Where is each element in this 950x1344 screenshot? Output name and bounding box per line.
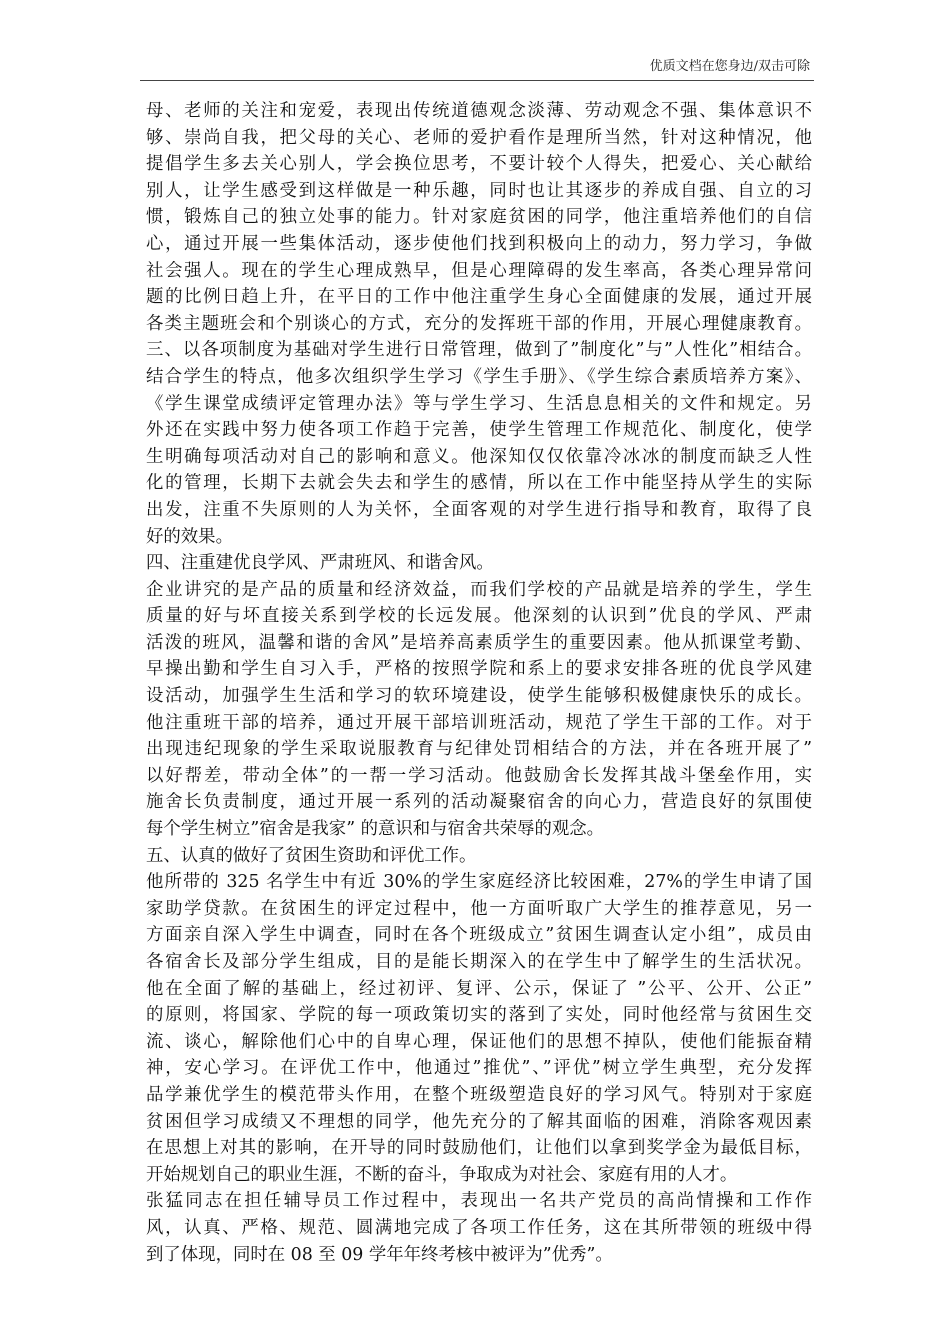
text-line: 外还在实践中努力使各项工作趋于完善，使学生管理工作规范化、制度化，使学: [146, 420, 812, 441]
text-line: 在思想上对其的影响，在开导的同时鼓励他们，让他们以拿到奖学金为最低目标，: [146, 1138, 812, 1159]
text-line: 早操出勤和学生自习入手，严格的按照学院和系上的要求安排各班的优良学风建: [146, 659, 812, 680]
text-line: 家助学贷款。在贫困生的评定过程中，他一方面听取广大学生的推荐意见，另一: [146, 898, 812, 919]
text-line: 社会强人。现在的学生心理成熟早，但是心理障碍的发生率高，各类心理异常问: [146, 260, 812, 281]
section-heading-3: 三、以各项制度为基础对学生进行日常管理，做到了”制度化”与”人性化”相结合。: [146, 340, 812, 361]
text-line: 够、崇尚自我，把父母的关心、老师的爱护看作是理所当然，针对这种情况，他: [146, 127, 812, 148]
text-line: 母、老师的关注和宠爱，表现出传统道德观念淡薄、劳动观念不强、集体意识不: [146, 101, 812, 121]
text-line: 活泼的班风，温馨和谐的舍风”是培养高素质学生的重要因素。他从抓课堂考勤、: [146, 632, 812, 653]
text-line: 题的比例日趋上升，在平日的工作中他注重学生身心全面健康的发展，通过开展: [146, 287, 812, 308]
text-line: 开始规划自己的职业生涯，不断的奋斗，争取成为对社会、家庭有用的人才。: [146, 1164, 738, 1185]
text-line: 流、谈心，解除他们心中的自卑心理，保证他们的思想不掉队，使他们能振奋精: [146, 1031, 812, 1052]
text-line: 施舍长负责制度，通过开展一系列的活动凝聚宿舍的向心力，营造良好的氛围使: [146, 792, 812, 813]
text-line: 贫困但学习成绩又不理想的同学，他先充分的了解其面临的困难，消除客观因素: [146, 1111, 812, 1132]
text-line: 各宿舍长及部分学生组成，目的是能长期深入的在学生中了解学生的生活状况。: [146, 952, 812, 972]
text-line: 别人，让学生感受到这样做是一种乐趣，同时也让其逐步的养成自强、自立的习: [146, 180, 812, 201]
text-line: 好的效果。: [146, 526, 233, 547]
text-line: 惯，锻炼自己的独立处事的能力。针对家庭贫困的同学，他注重培养他们的自信: [146, 207, 812, 228]
text-line: 结合学生的特点，他多次组织学生学习《学生手册》、《学生综合素质培养方案》、: [146, 366, 812, 387]
text-line: 提倡学生多去关心别人，学会换位思考，不要计较个人得失，把爱心、关心献给: [146, 154, 812, 175]
section-heading-5: 五、认真的做好了贫困生资助和评优工作。: [146, 845, 477, 866]
text-line: 风，认真、严格、规范、圆满地完成了各项工作任务，这在其所带领的班级中得: [146, 1217, 812, 1238]
text-line: 企业讲究的是产品的质量和经济效益，而我们学校的产品就是培养的学生，学生: [146, 579, 812, 600]
text-line: 《学生课堂成绩评定管理办法》等与学生学习、生活息息相关的文件和规定。另: [146, 393, 812, 414]
text-line: 各类主题班会和个别谈心的方式，充分的发挥班干部的作用，开展心理健康教育。: [146, 313, 812, 334]
text-line: 他所带的 325 名学生中有近 30%的学生家庭经济比较困难，27%的学生申请了国: [146, 872, 812, 893]
text-line: 到了体现，同时在 08 至 09 学年年终考核中被评为”优秀”。: [146, 1244, 613, 1265]
text-line: 质量的好与坏直接关系到学校的长远发展。他深刻的认识到”优良的学风、严肃: [146, 606, 812, 627]
text-line: 设活动，加强学生生活和学习的软环境建设，使学生能够积极健康快乐的成长。: [146, 686, 812, 707]
header-note: 优质文档在您身边/双击可除: [649, 59, 810, 74]
document-body: [146, 98, 812, 1268]
text-line: 以好帮差，带动全体”的一帮一学习活动。他鼓励舍长发挥其战斗堡垒作用，实: [146, 765, 812, 786]
text-line: 每个学生树立”宿舍是我家” 的意识和与宿舍共荣辱的观念。: [146, 819, 605, 840]
text-line: 品学兼优学生的模范带头作用，在整个班级塑造良好的学习风气。特别对于家庭: [146, 1084, 812, 1105]
text-line: 他注重班干部的培养，通过开展干部培训班活动，规范了学生干部的工作。对于: [146, 712, 812, 733]
text-line: 出现违纪现象的学生采取说服教育与纪律处罚相结合的方法，并在各班开展了”: [146, 739, 812, 760]
text-line: 生明确每项活动对自己的影响和意义。他深知仅仅依靠冷冰冰的制度而缺乏人性: [146, 446, 812, 467]
text-line: 出发，注重不失原则的人为关怀，全面客观的对学生进行指导和教育，取得了良: [146, 499, 812, 520]
section-heading-4: 四、注重建优良学风、严肃班风、和谐舍风。: [146, 553, 494, 574]
text-line: 神，安心学习。在评优工作中，他通过”推优”、”评优”树立学生典型，充分发挥: [146, 1058, 812, 1079]
text-line: 的原则，将国家、学院的每一项政策切实的落到了实处，同时他经常与贫困生交: [146, 1005, 812, 1026]
text-line: 化的管理，长期下去就会失去和学生的感情，所以在工作中能坚持从学生的实际: [146, 473, 812, 494]
text-line: 心，通过开展一些集体活动，逐步使他们找到积极向上的动力，努力学习，争做: [146, 233, 812, 254]
header-rule: [140, 80, 814, 81]
text-line: 方面亲自深入学生中调查，同时在各个班级成立”贫困生调查认定小组”，成员由: [146, 925, 812, 946]
text-line: 他在全面了解的基础上，经过初评、复评、公示，保证了 ”公平、公开、公正”: [146, 978, 812, 999]
text-line: 张猛同志在担任辅导员工作过程中，表现出一名共产党员的高尚情操和工作作: [146, 1191, 812, 1212]
